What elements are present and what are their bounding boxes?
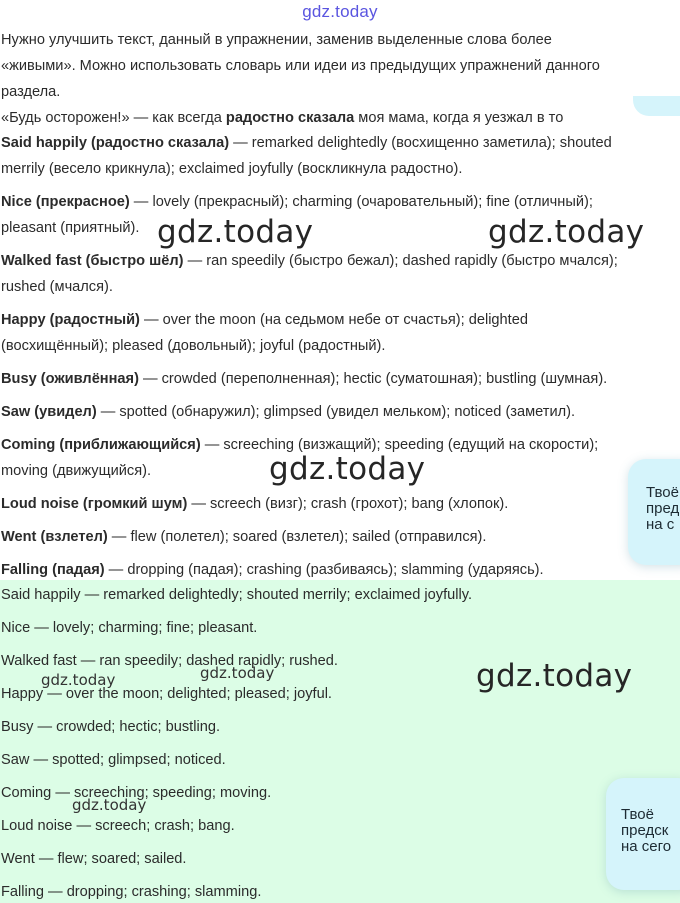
watermark: gdz.today <box>476 658 633 694</box>
vocab-term: Happy (радостный) <box>1 312 140 328</box>
vocab-synonyms-cont: merrily (весело крикнула); exclaimed joyfully (воскликнула радостно). <box>1 161 463 177</box>
watermark-small: gdz.today <box>41 671 116 689</box>
vocab-entry <box>1 366 680 392</box>
answer-line: Walked fast — ran speedily; dashed rapidly; rushed. <box>1 653 338 669</box>
vocab-synonyms-cont: pleasant (приятный). <box>1 220 140 236</box>
promo-card-tab[interactable] <box>633 96 680 116</box>
vocab-synonyms: — spotted (обнаружил); glimpsed (увидел мельком); noticed (заметил). <box>96 404 576 420</box>
watermark: gdz.today <box>269 451 426 487</box>
vocab-term: Walked fast (быстро шёл) <box>1 253 184 269</box>
promo-text: на сего <box>621 838 672 855</box>
answer-line: Happy — over the moon; delighted; pleased; joyful. <box>1 686 332 702</box>
watermark-small: gdz.today <box>200 664 275 682</box>
quote-line <box>1 105 680 131</box>
vocab-term: Busy (оживлённая) <box>1 371 139 387</box>
vocab-synonyms: — lovely (прекрасный); charming (очаровательный); fine (отличный); <box>129 194 593 210</box>
vocab-synonyms: — over the moon (на седьмом небе от счастья); delighted <box>139 312 528 328</box>
promo-text: Твоё <box>621 806 654 823</box>
vocab-term: Coming (приближающийся) <box>1 437 201 453</box>
vocab-synonyms: — flew (полетел); soared (взлетел); sailed (отправился). <box>107 529 487 545</box>
vocab-entry <box>1 399 680 425</box>
answer-line: Went — flew; soared; sailed. <box>1 851 187 867</box>
quote-text: моя мама, когда я уезжал в то <box>354 110 564 126</box>
vocab-term: Falling (падая) <box>1 562 105 578</box>
vocab-synonyms-cont: rushed (мчался). <box>1 279 113 295</box>
vocab-synonyms: — dropping (падая); crashing (разбиваясь); slamming (ударяясь). <box>104 562 544 578</box>
promo-text: Твоё <box>646 484 679 501</box>
quote-highlight: радостно сказала <box>225 110 355 126</box>
vocab-synonyms: — ran speedily (быстро бежал); dashed rapidly (быстро мчался); <box>183 253 618 269</box>
watermark-small: gdz.today <box>72 796 147 814</box>
vocab-synonyms-cont: (восхищённый); pleased (довольный); joyful (радостный). <box>1 338 386 354</box>
answer-line: Busy — crowded; hectic; bustling. <box>1 719 221 735</box>
vocab-synonyms-cont: moving (движущийся). <box>1 463 152 479</box>
watermark: gdz.today <box>157 214 314 250</box>
task-description <box>1 27 680 105</box>
vocab-entry <box>1 307 680 359</box>
vocab-term: Loud noise (громкий шум) <box>1 496 188 512</box>
vocab-entry <box>1 491 680 517</box>
vocab-term: Nice (прекрасное) <box>1 194 130 210</box>
promo-card[interactable] <box>628 459 680 565</box>
vocab-synonyms: — screech (визг); crash (грохот); bang (хлопок). <box>187 496 509 512</box>
vocab-entry <box>1 248 680 300</box>
answer-line: Coming — screeching; speeding; moving. <box>1 785 272 801</box>
answer-line: Saw — spotted; glimpsed; noticed. <box>1 752 226 768</box>
site-logo[interactable]: gdz.today <box>302 2 378 21</box>
vocab-term: Said happily (радостно сказала) <box>1 135 230 151</box>
vocab-synonyms: — crowded (переполненная); hectic (суматошная); bustling (шумная). <box>138 371 608 387</box>
promo-text: пред <box>646 500 680 517</box>
answer-line: Falling — dropping; crashing; slamming. <box>1 884 262 900</box>
answer-line: Nice — lovely; charming; fine; pleasant. <box>1 620 258 636</box>
promo-card[interactable] <box>606 778 680 890</box>
quote-text: «Будь осторожен!» — как всегда <box>1 110 226 126</box>
promo-text: на с <box>646 516 675 533</box>
vocab-entry <box>1 524 680 550</box>
vocab-synonyms: — remarked delightedly (восхищенно заметила); shouted <box>229 135 612 151</box>
vocab-entry <box>1 130 680 182</box>
answer-line: Loud noise — screech; crash; bang. <box>1 818 235 834</box>
vocab-synonyms: — screeching (визжащий); speeding (едущий на скорости); <box>200 437 599 453</box>
vocab-term: Saw (увидел) <box>1 404 97 420</box>
answer-line: Said happily — remarked delightedly; shouted merrily; exclaimed joyfully. <box>1 587 472 603</box>
intro-line: Нужно улучшить текст, данный в упражнении, заменив выделенные слова более <box>1 32 552 48</box>
watermark: gdz.today <box>488 214 645 250</box>
promo-text: предск <box>621 822 669 839</box>
intro-line: раздела. <box>1 84 61 100</box>
vocab-term: Went (взлетел) <box>1 529 108 545</box>
intro-line: «живыми». Можно использовать словарь или идеи из предыдущих упражнений данного <box>1 58 600 74</box>
